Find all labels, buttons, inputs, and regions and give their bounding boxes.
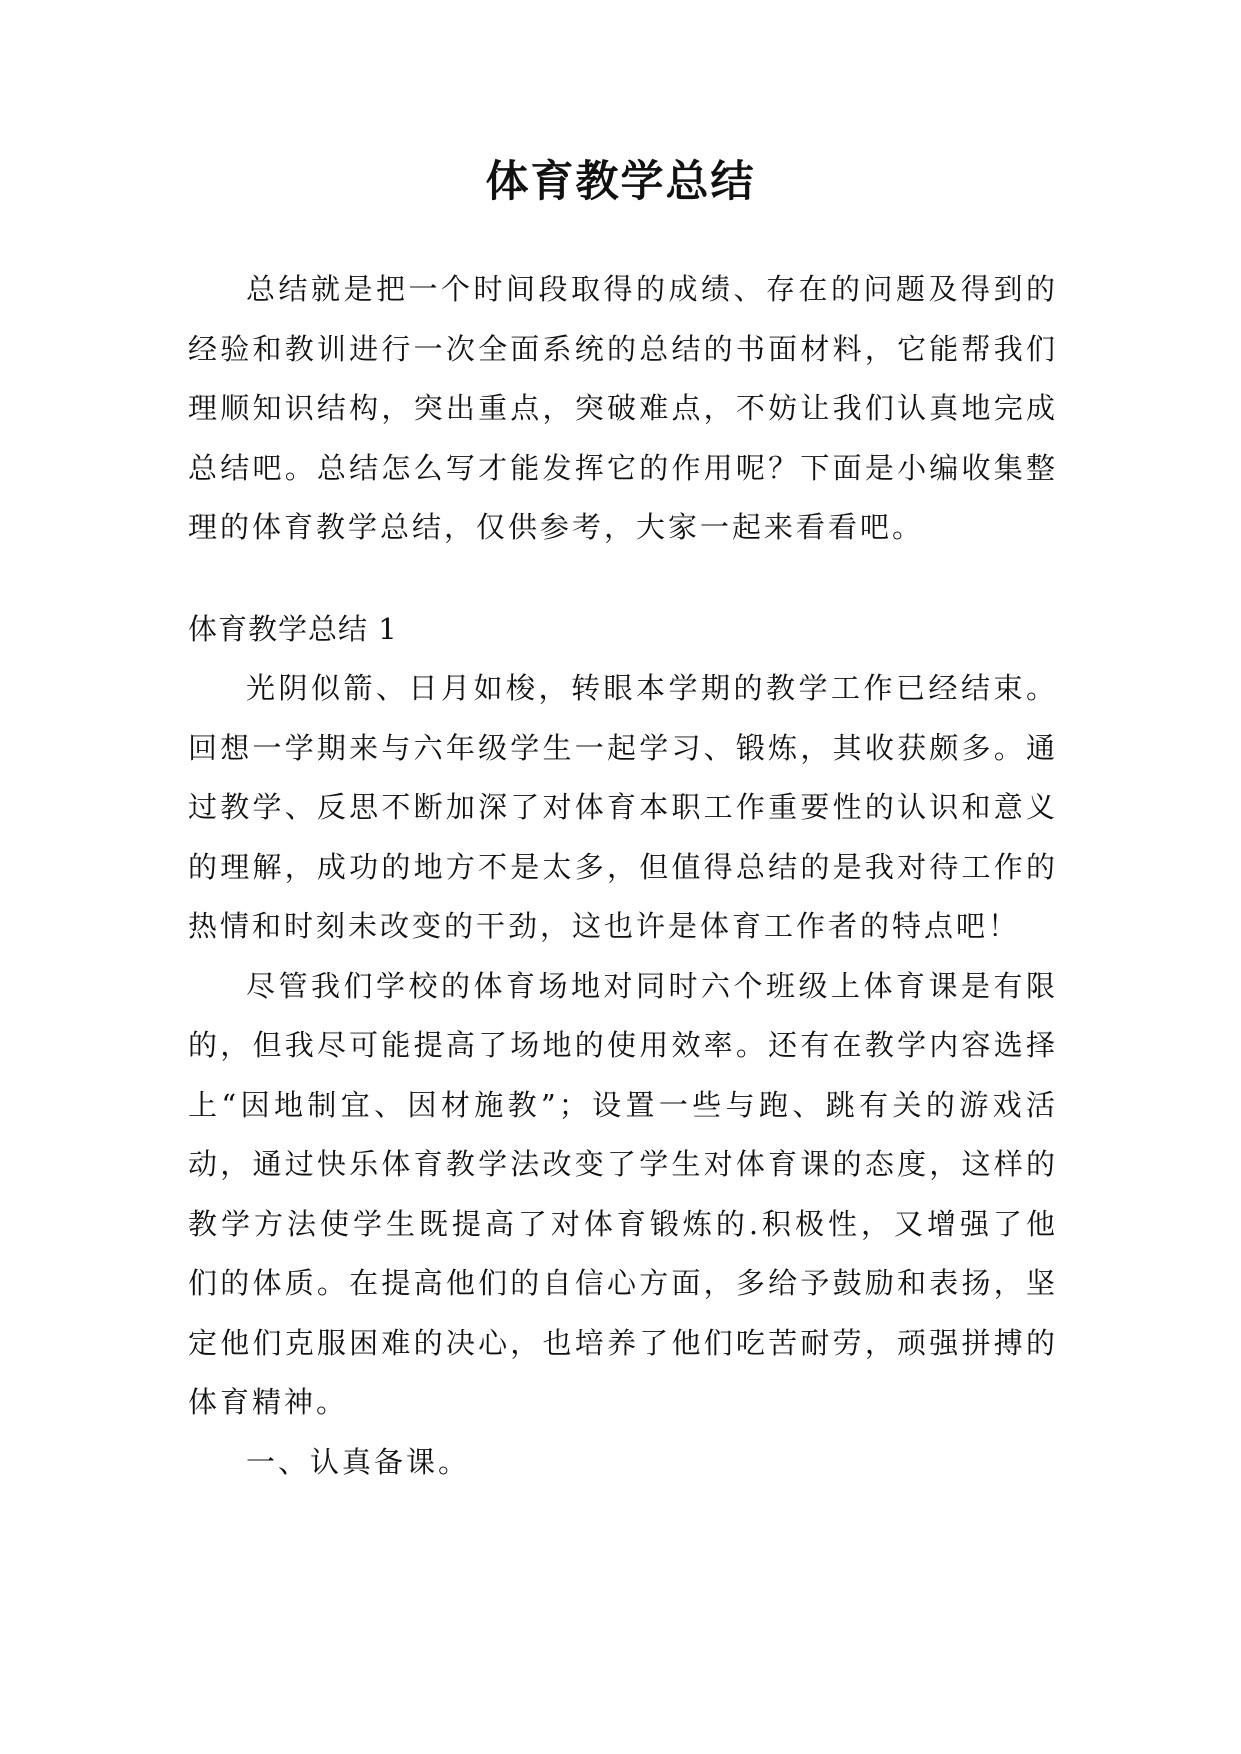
body-paragraph: 尽管我们学校的体育场地对同时六个班级上体育课是有限的，但我尽可能提高了场地的使用效率。还有在教学内容选择上“因地制宜、因材施教”；设置一些与跑、跳有关的游戏活动，通过快乐体育教学法改变了学生对体育课的态度，这样的教学方法使学生既提高了对体育锻炼的.积极性，又增强了他们的体质。在提高他们的自信心方面，多给予鼓励和表扬，坚定他们克服困难的决心，也培养了他们吃苦耐劳，顽强拼搏的体育精神。 [188,968,1058,1419]
body-paragraph: 光阴似箭、日月如梭，转眼本学期的教学工作已经结束。回想一学期来与六年级学生一起学习、锻炼，其收获颇多。通过教学、反思不断加深了对体育本职工作重要性的认识和意义的理解，成功的地方不是太多，但值得总结的是我对待工作的热情和时刻未改变的干劲，这也许是体育工作者的特点吧！ [188,671,1058,943]
section-heading: 体育教学总结 1 [188,611,398,646]
body-paragraph: 一、认真备课。 [246,1444,471,1479]
document-body [188,260,1058,1492]
spacer [188,558,1058,600]
document-title: 体育教学总结 [485,157,756,207]
intro-paragraph: 总结就是把一个时间段取得的成绩、存在的问题及得到的经验和教训进行一次全面系统的总结的书面材料，它能帮我们理顺知识结构，突出重点，突破难点，不妨让我们认真地完成总结吧。总结怎么写才能发挥它的作用呢？下面是小编收集整理的体育教学总结，仅供参考，大家一起来看看吧。 [188,272,1058,544]
